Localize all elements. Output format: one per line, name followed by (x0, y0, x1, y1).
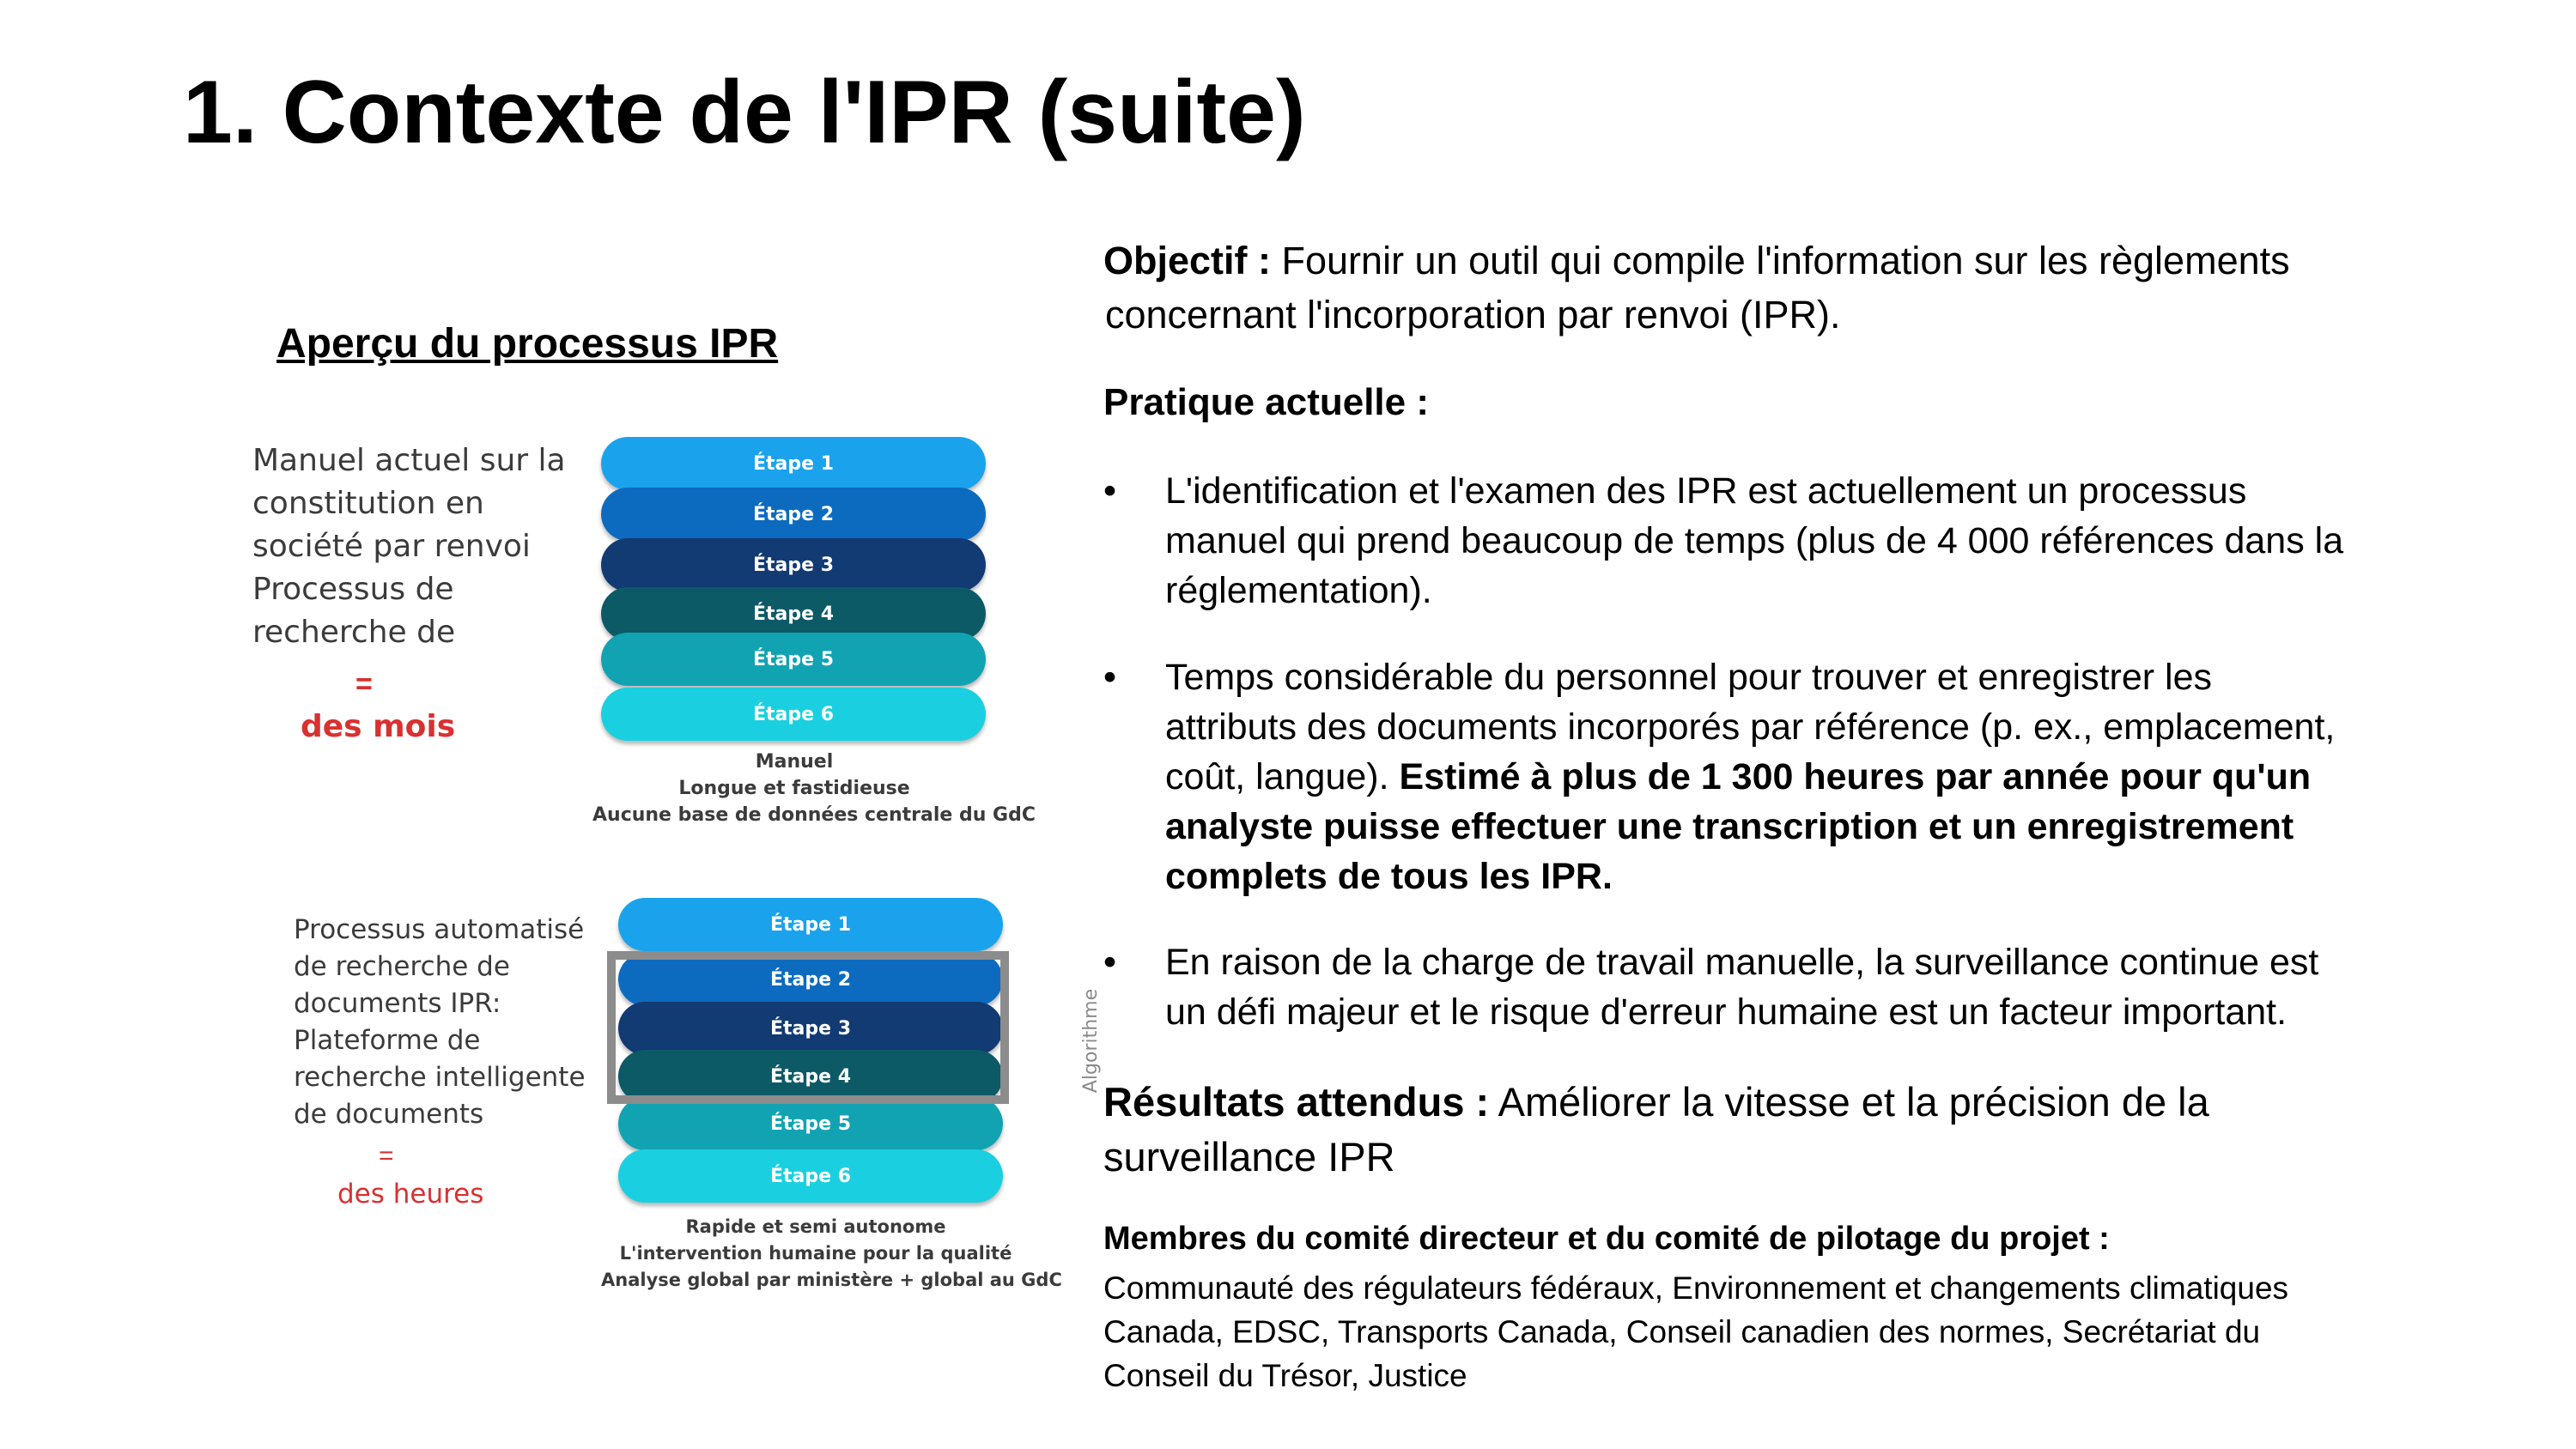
members-list (1103, 1266, 2426, 1397)
automated-desc-line: de documents (294, 1099, 484, 1130)
bullet-2-line: attributs des documents incorporés par référence (p. ex., emplacement, (1165, 706, 2336, 748)
manual-caption-line: Longue et fastidieuse (678, 778, 910, 799)
bullet-symbol: • (1103, 942, 1117, 983)
bullet-symbol: • (1103, 470, 1117, 512)
manual-step-2: Étape 2 (601, 488, 986, 541)
bullet-2-bold-line: analyste puisse effectuer une transcription et un enregistrement (1165, 806, 2294, 847)
members-label: Membres du comité directeur et du comité de pilotage du projet : (1103, 1221, 2110, 1257)
automated-step-5: Étape 5 (618, 1097, 1003, 1150)
manual-step-4: Étape 4 (601, 587, 986, 640)
bullet-1-line: L'identification et l'examen des IPR est actuellement un processus (1165, 470, 2247, 512)
automated-caption-line: L'intervention humaine pour la qualité (619, 1243, 1012, 1264)
overview-heading: Aperçu du processus IPR (276, 321, 779, 367)
bullet-2-line: Temps considérable du personnel pour trouver et enregistrer les (1165, 657, 2212, 698)
objective-text-line2: concernant l'incorporation par renvoi (IPR). (1105, 293, 1841, 336)
manual-process-description (252, 440, 566, 654)
bullet-1-line: réglementation). (1165, 570, 1432, 611)
automated-step-1: Étape 1 (618, 898, 1003, 951)
automated-desc-line: de recherche de (294, 951, 510, 982)
automated-desc-line: Processus automatisé (294, 914, 585, 945)
objective-section (1103, 233, 2417, 342)
manual-desc-line: constitution en (252, 486, 484, 521)
expected-results-section (1103, 1075, 2417, 1185)
algorithm-label: Algorithme (1080, 988, 1103, 1094)
expected-results-label: Résultats attendus : (1103, 1079, 1490, 1125)
algorithm-highlight-box (607, 951, 1009, 1104)
automated-process-description (294, 912, 586, 1133)
bullet-2-line-plain: coût, langue). (1165, 756, 1400, 797)
manual-captions (592, 749, 1036, 828)
objective-text: Fournir un outil qui compile l'information sur les règlements (1271, 239, 2290, 282)
members-line: Communauté des régulateurs fédéraux, Environnement et changements climatiques (1103, 1270, 2289, 1306)
automated-caption-line: Analyse global par ministère + global au GdC (601, 1270, 1062, 1290)
manual-step-1: Étape 1 (601, 437, 986, 490)
automated-step-4: Étape 4 (618, 1050, 1003, 1103)
manual-desc-line: Manuel actuel sur la (252, 443, 566, 478)
automated-desc-line: Plateforme de (294, 1025, 481, 1056)
automated-step-2: Étape 2 (618, 953, 1003, 1006)
manual-caption-line: Aucune base de données centrale du GdC (592, 804, 1036, 826)
bullet-3-line: En raison de la charge de travail manuelle, la surveillance continue est (1165, 942, 2319, 983)
manual-step-5: Étape 5 (601, 633, 986, 686)
automated-desc-line: documents IPR: (294, 988, 501, 1019)
manual-desc-line: Processus de (252, 572, 454, 607)
bullet-2-line-bold: Estimé à plus de 1 300 heures par année pour qu'un (1399, 756, 2312, 797)
members-heading (1103, 1217, 2426, 1260)
automated-desc-line: recherche intelligente (294, 1062, 586, 1093)
members-line: Conseil du Trésor, Justice (1103, 1358, 1467, 1393)
members-line: Canada, EDSC, Transports Canada, Conseil canadien des normes, Secrétariat du (1103, 1314, 2261, 1349)
automated-step-3: Étape 3 (618, 1002, 1003, 1055)
automated-caption-line: Rapide et semi autonome (685, 1216, 946, 1237)
automated-result: des heures (337, 1179, 484, 1210)
manual-result: des mois (301, 709, 456, 744)
expected-results-text: Améliorer la vitesse et la précision de la (1489, 1079, 2209, 1125)
manual-equals-sign: = (355, 668, 373, 700)
bullet-3-line: un défi majeur et le risque d'erreur humaine est un facteur important. (1165, 991, 2287, 1033)
manual-caption-line: Manuel (755, 751, 834, 773)
page-title: 1. Contexte de l'IPR (suite) (183, 63, 1306, 162)
bullet-symbol: • (1103, 657, 1117, 698)
automated-equals-sign: = (379, 1142, 394, 1170)
automated-step-6: Étape 6 (618, 1149, 1003, 1203)
manual-step-6: Étape 6 (601, 688, 986, 741)
manual-desc-line: société par renvoi (252, 529, 531, 564)
manual-desc-line: recherche de (252, 615, 456, 650)
bullet-2-bold-line: complets de tous les IPR. (1165, 856, 1613, 897)
objective-label: Objectif : (1103, 239, 1272, 282)
expected-results-text-line2: surveillance IPR (1103, 1134, 1395, 1179)
manual-step-3: Étape 3 (601, 538, 986, 591)
current-practice-label: Pratique actuelle : (1103, 381, 1430, 423)
bullet-1-line: manuel qui prend beaucoup de temps (plus de 4 000 références dans la (1165, 520, 2344, 561)
automated-captions (601, 1214, 1062, 1294)
current-practice-heading (1103, 378, 2417, 427)
